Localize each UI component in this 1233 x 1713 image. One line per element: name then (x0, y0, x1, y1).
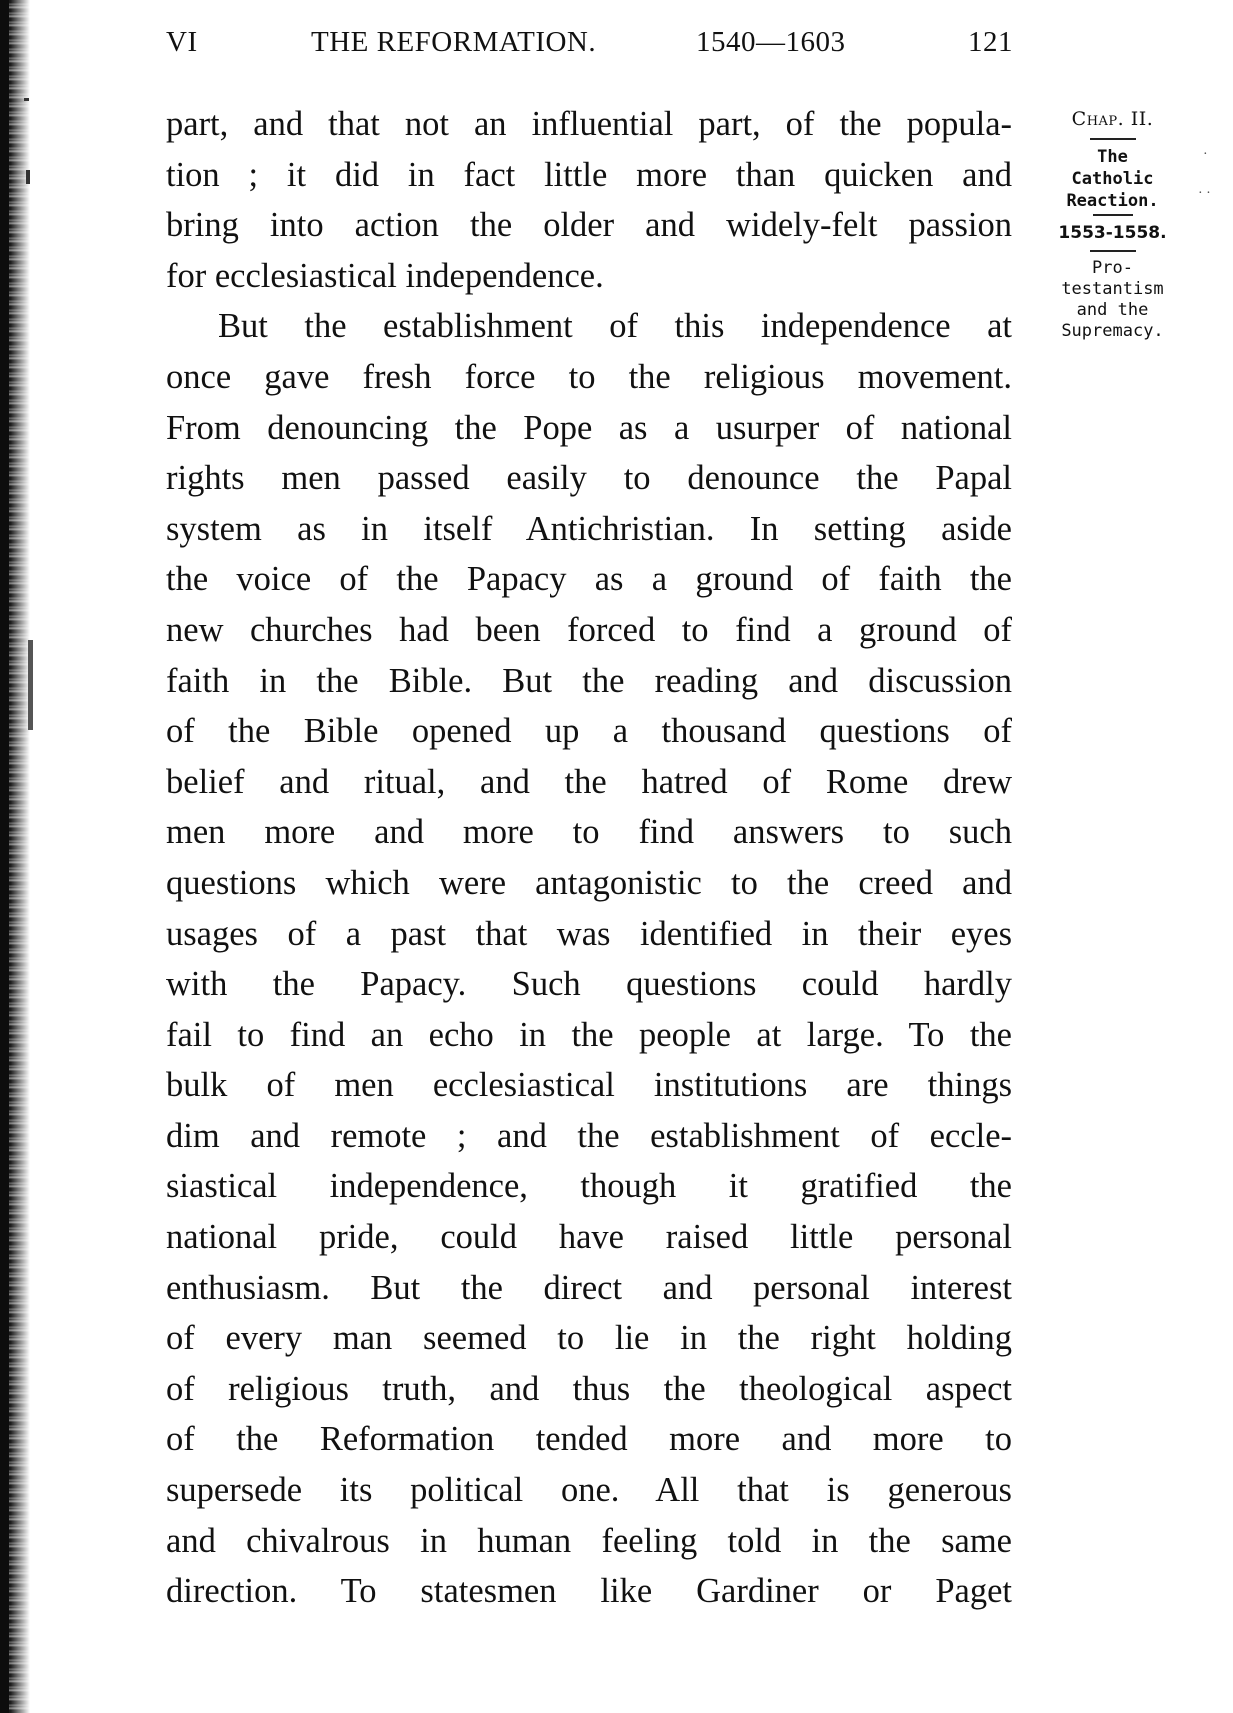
text-line: with the Papacy. Such questions could hardly (166, 965, 1012, 1004)
margin-chapter-label: Chap. II. (1071, 108, 1154, 130)
text-line: direction. To statesmen like Gardiner or Paget (166, 1572, 1012, 1611)
text-line: rights men passed easily to denounce the Papal (166, 459, 1012, 498)
margin-note-protestantism (1040, 258, 1185, 342)
text-line: national pride, could have raised little personal (166, 1218, 1012, 1257)
margin-note-line: Supremacy. (1061, 321, 1164, 341)
header-chapter-number: VI (166, 26, 198, 58)
scan-speck (28, 640, 33, 730)
text-line: new churches had been forced to find a ground of (166, 610, 1012, 649)
text-line: faith in the Bible. But the reading and discussion (166, 661, 1012, 700)
marginal-notes (1040, 104, 1185, 342)
text-line: for ecclesiastical independence. (166, 256, 604, 295)
margin-rule (1090, 250, 1136, 252)
text-line: part, and that not an influential part, of the popula- (166, 105, 1012, 143)
text-line: tion ; it did in fact little more than quicken and (166, 155, 1012, 194)
text-line: bulk of men ecclesiastical institutions are things (166, 1066, 1012, 1105)
text-line: belief and ritual, and the hatred of Rome drew (166, 762, 1012, 801)
text-line: But the establishment of this independence at (218, 307, 1012, 346)
scan-speck (24, 98, 29, 101)
margin-rule (1093, 214, 1133, 216)
text-line: system as in itself Antichristian. In setting aside (166, 509, 1012, 548)
margin-date-range: 1553-1558. (1058, 223, 1167, 243)
text-line: of religious truth, and thus the theological aspect (166, 1369, 1012, 1408)
text-line: the voice of the Papacy as a ground of faith the (166, 560, 1012, 599)
margin-note-line: Pro- (1092, 258, 1133, 278)
margin-note-line: and the (1076, 300, 1149, 320)
margin-note-line: testantism (1061, 279, 1164, 299)
text-line: of the Bible opened up a thousand questions of (166, 712, 1012, 751)
margin-rule (1090, 138, 1136, 140)
text-line: fail to find an echo in the people at large. To the (166, 1015, 1012, 1054)
text-line: From denouncing the Pope as a usurper of national (166, 408, 1012, 447)
text-line: enthusiasm. But the direct and personal interest (166, 1268, 1012, 1307)
text-line: usages of a past that was identified in their eyes (166, 914, 1012, 953)
stray-speck: · (1203, 147, 1208, 162)
body-text (166, 99, 1012, 1617)
page-number: 121 (968, 26, 1013, 58)
text-line: dim and remote ; and the establishment of eccle- (166, 1116, 1012, 1155)
header-book-title: THE REFORMATION. (311, 26, 597, 58)
text-line: once gave fresh force to the religious movement. (166, 357, 1012, 396)
margin-note-catholic-reaction (1040, 146, 1185, 212)
scan-binding-shadow (0, 0, 9, 1713)
header-date-range: 1540—1603 (696, 26, 846, 58)
text-line: of the Reformation tended more and more to (166, 1420, 1012, 1459)
text-line: bring into action the older and widely-felt passion (166, 206, 1012, 245)
margin-note-line: Catholic (1071, 169, 1154, 189)
margin-note-line: Reaction. (1066, 191, 1159, 211)
text-line: questions which were antagonistic to the creed and (166, 863, 1012, 902)
text-line: supersede its political one. All that is generous (166, 1471, 1012, 1510)
running-header (166, 26, 1012, 62)
text-line: and chivalrous in human feeling told in the same (166, 1521, 1012, 1560)
scan-speck (26, 170, 30, 184)
text-line: of every man seemed to lie in the right holding (166, 1319, 1012, 1358)
margin-note-line: The (1097, 147, 1128, 167)
text-line: siastical independence, though it gratified the (166, 1167, 1012, 1206)
text-line: men more and more to find answers to such (166, 813, 1012, 852)
stray-speck: · · (1198, 186, 1211, 201)
